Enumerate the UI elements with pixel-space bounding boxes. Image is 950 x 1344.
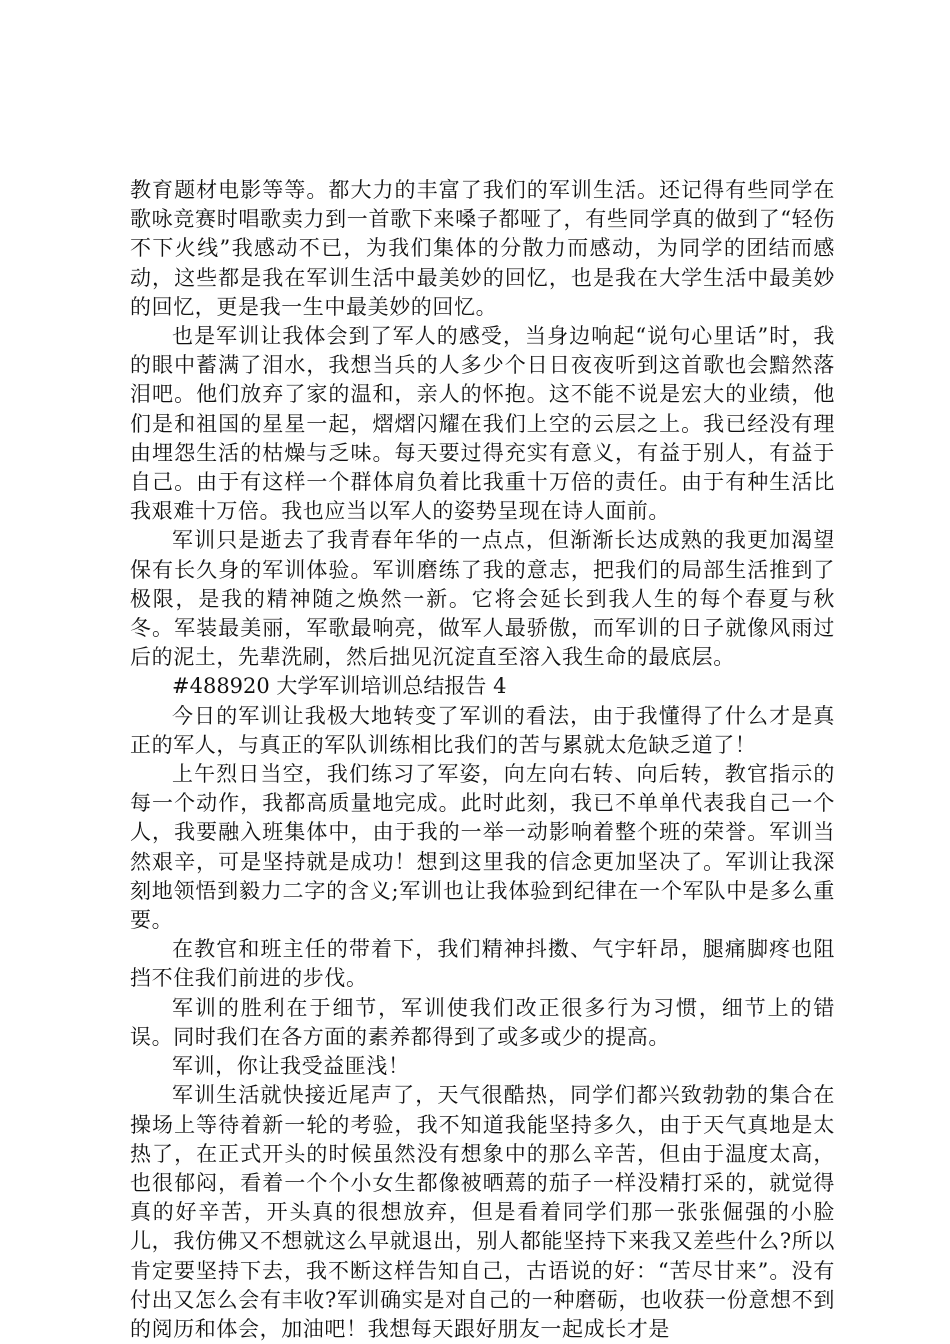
section-heading: #488920 大学军训培训总结报告 4 [172, 674, 507, 699]
paragraph: 教育题材电影等等。都大力的丰富了我们的军训生活。还记得有些同学在歌咏竞赛时唱歌卖力到一首歌下来嗓子都哑了，有些同学真的做到了“轻伤不下火线”我感动不已，为我们集体的分散力而感动，为同学的团结而感动，这些都是我在军训生活中最美妙的回忆，也是我在大学生活中最美妙的回忆，更是我一生中最美妙的回忆。 [130, 178, 835, 319]
paragraph: 在教官和班主任的带着下，我们精神抖擞、气宇轩昂，腿痛脚疼也阻挡不住我们前进的步伐。 [130, 937, 835, 991]
paragraph: 也是军训让我体会到了军人的感受，当身边响起“说句心里话”时，我的眼中蓄满了泪水，我想当兵的人多少个日日夜夜听到这首歌也会黯然落泪吧。他们放弃了家的温和，亲人的怀抱。这不能不说是宏大的业绩，他们是和祖国的星星一起，熠熠闪耀在我们上空的云层之上。我已经没有理由埋怨生活的枯燥与乏味。每天要过得充实有意义，有益于别人，有益于自己。由于有这样一个群体肩负着比我重十万倍的责任。由于有种生活比我艰难十万倍。我也应当以军人的姿势呈现在诗人面前。 [130, 324, 835, 524]
paragraph: 军训生活就快接近尾声了，天气很酷热，同学们都兴致勃勃的集合在操场上等待着新一轮的考验，我不知道我能坚持多久，由于天气真地是太热了，在正式开头的时候虽然没有想象中的那么辛苦，但由于温度太高，也很郁闷，看着一个个小女生都像被晒蔫的茄子一样没精打采的，就觉得真的好辛苦，开头真的很想放弃，但是看着同学们那一张张倔强的小脸儿，我仿佛又不想就这么早就退出，别人都能坚持下来我又差些什么?所以肯定要坚持下去，我不断这样告知自己，古语说的好：“苦尽甘来”。没有付出又怎么会有丰收?军训确实是对自己的一种磨砺，也收获一份意想不到的阅历和体会，加油吧！我想每天跟好朋友一起成长才是 [130, 1083, 835, 1341]
paragraph: 军训，你让我受益匪浅！ [172, 1054, 410, 1079]
paragraph: 军训的胜利在于细节，军训使我们改正很多行为习惯，细节上的错误。同时我们在各方面的素养都得到了或多或少的提高。 [130, 995, 835, 1049]
document-body [130, 176, 835, 1344]
paragraph: 今日的军训让我极大地转变了军训的看法，由于我懂得了什么才是真正的军人，与真正的军队训练相比我们的苦与累就太危缺乏道了！ [130, 703, 835, 757]
paragraph: 上午烈日当空，我们练习了军姿，向左向右转、向后转，教官指示的每一个动作，我都高质量地完成。此时此刻，我已不单单代表我自己一个人，我要融入班集体中，由于我的一举一动影响着整个班的荣誉。军训当然艰辛，可是坚持就是成功！想到这里我的信念更加坚决了。军训让我深刻地领悟到毅力二字的含义;军训也让我体验到纪律在一个军队中是多么重要。 [130, 762, 835, 933]
paragraph: 军训只是逝去了我青春年华的一点点，但渐渐长达成熟的我更加渴望保有长久身的军训体验。军训磨练了我的意志，把我们的局部生活推到了极限，是我的精神随之焕然一新。它将会延长到我人生的每个春夏与秋冬。军装最美丽，军歌最响亮，做军人最骄傲，而军训的日子就像风雨过后的泥土，先辈洗刷，然后拙见沉淀直至溶入我生命的最底层。 [130, 528, 835, 670]
